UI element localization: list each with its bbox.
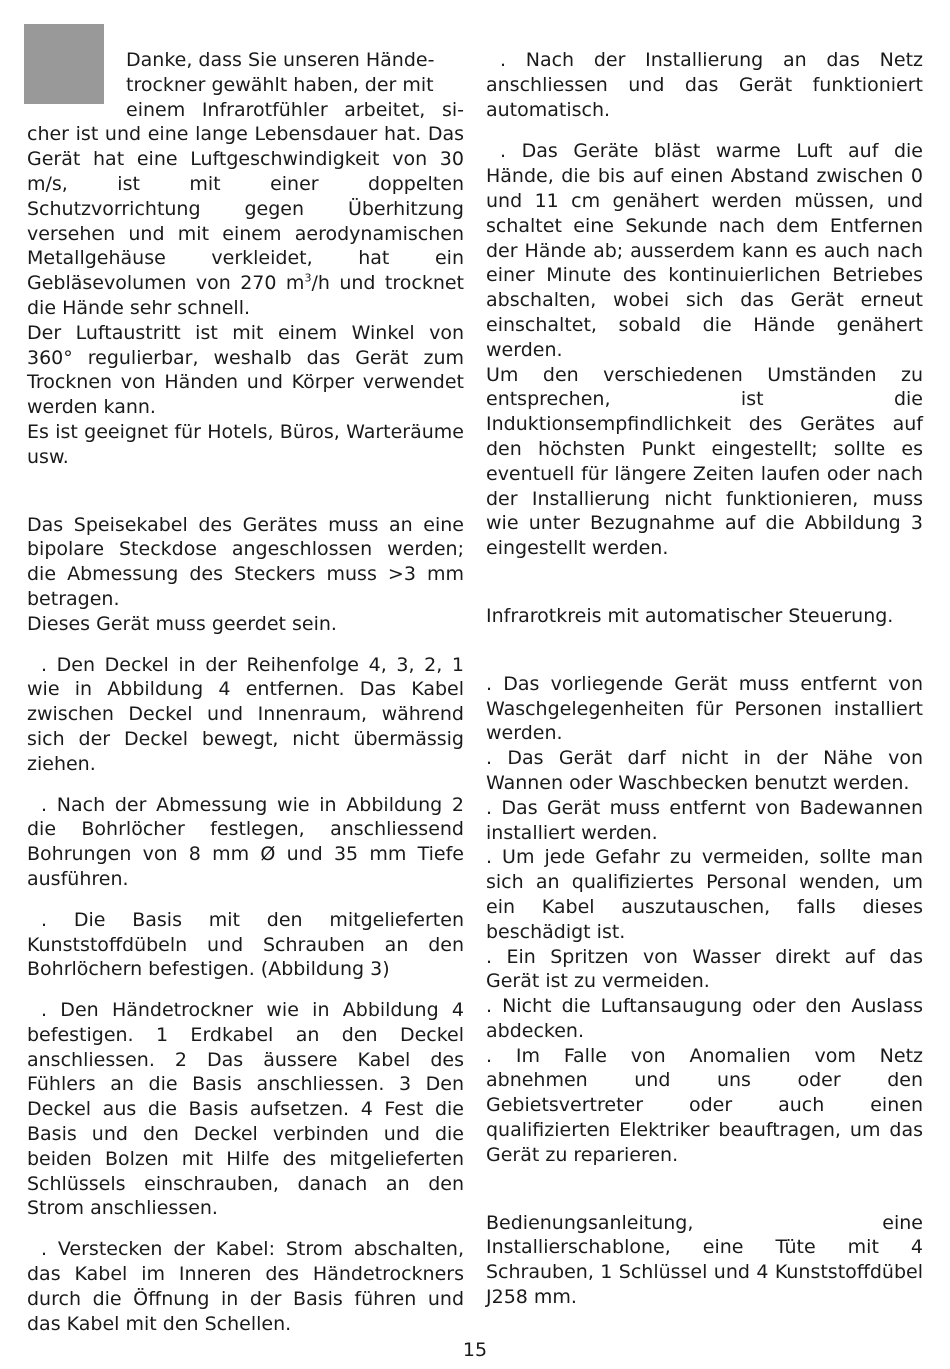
step-remove-cover: . Den Deckel in der Reihenfolge 4, 3, 2, 1 wie in Abbildung 4 entfernen. Das Kabel zwischen Deckel und Innenraum, während sich der Deckel bewegt, nicht übermässig ziehen. [27,653,464,775]
sensitivity-paragraph: Um den verschiedenen Umständen zu entsprechen, ist die Induktionsempfindlichkeit des Gerätes auf den höchsten Punkt eingestellt; sollte es eventuell für längere Zeiten laufen oder nach der Installierung nicht funktionieren, muss wie unter Bezugnahme auf die Abbildung 3 eingestellt werden. [486,363,923,560]
step-fix-base: . Die Basis mit den mitgelieferten Kunststoffdübeln und Schrauben an den Bohrlöchern befestigen. (Abbildung 3) [27,908,464,981]
right-column [486,48,923,1310]
step-drill-holes: . Nach der Abmessung wie in Abbildung 2 die Bohrlöcher festlegen, anschliessend Bohrungen von 8 mm Ø und 35 mm Tiefe ausführen. [27,793,464,890]
warning-item: . Im Falle von Anomalien vom Netz abnehmen und uns oder den Gebietsvertreter oder auch einen qualifizierten Elektriker beauftragen, um das Gerät zu reparieren. [486,1044,923,1166]
intro-line-1: Danke, dass Sie unseren Hände- [126,49,435,71]
warning-item: . Das vorliegende Gerät muss entfernt von Waschgelegenheiten für Personen installiert werden. [486,672,923,745]
warning-item: . Das Gerät darf nicht in der Nähe von Wannen oder Waschbecken benutzt werden. [486,747,923,794]
intro-text: cher ist und eine lange Lebensdauer hat. Das Gerät hat eine Luftgeschwindigkeit von 30 m/s, ist mit einer doppelten Schutzvorrichtung gegen Überhitzung versehen und mit einem aerodynamischen Metallgehäuse verkleidet, hat ein Gebläsevolumen von 270 m [27,123,464,295]
circuit-paragraph: Infrarotkreis mit automatischer Steuerung. [486,604,894,627]
power-cable-paragraph: Das Speisekabel des Gerätes muss an eine bipolare Steckdose angeschlossen werden; die Abmessung des Steckers muss >3 mm betragen. [27,513,464,610]
after-install-paragraph: . Nach der Installierung an das Netz anschliessen und das Gerät funktioniert automatisch. [486,49,923,121]
grey-square-logo [24,24,104,104]
earthing-paragraph: Dieses Gerät muss geerdet sein. [27,612,337,635]
page-number: 15 [462,1339,488,1361]
warning-item: . Ein Spritzen von Wasser direkt auf das Gerät ist zu vermeiden. [486,945,923,993]
package-contents-paragraph: Bedienungsanleitung, eine Installierschablone, eine Tüte mit 4 Schrauben, 1 Schlüssel und 4 Kunststoffdübel J258 mm. [486,1211,923,1309]
warning-list [486,672,923,1168]
step-hide-cable: . Verstecken der Kabel: Strom abschalten, das Kabel im Inneren des Händetrockners durch die Öffnung in der Basis führen und das Kabel mit den Schellen. [27,1238,464,1335]
intro-end: /h und trocknet die Hände sehr schnell. [27,272,465,319]
warning-item: . Das Gerät muss entfernt von Badewannen installiert werden. [486,796,923,844]
warning-item: . Um jede Gefahr zu vermeiden, sollte man sich an qualifiziertes Personal wenden, um ein Kabel auszutauschen, falls dieses beschädigt ist. [486,846,923,943]
cubic-superscript: 3 [304,271,312,285]
intro-line-3: einem Infrarotfühler arbeitet, si- [126,98,464,121]
intro-paragraph [27,48,464,321]
air-outlet-paragraph: Der Luftaustritt ist mit einem Winkel von 360° regulierbar, weshalb das Gerät zum Trocknen von Händen und Körper verwendet werden kann. [27,321,464,419]
usage-paragraph: Es ist geeignet für Hotels, Büros, Warteräume usw. [27,420,464,468]
intro-line-2: trockner gewählt haben, der mit [126,73,434,96]
step-mount-dryer: . Den Händetrockner wie in Abbildung 4 befestigen. 1 Erdkabel an den Deckel anschliessen. 2 Das äussere Kabel des Fühlers an die Basis anschliessen. 3 Den Deckel aus die Basis aufsetzen. 4 Fest die Basis und den Deckel verbinden und die beiden Bolzen mit Hilfe des mitgelieferten Schlüssels einschrauben, danach an den Strom anschliessen. [27,999,464,1220]
left-column [27,48,464,1336]
warning-item: . Nicht die Luftansaugung oder den Auslass abdecken. [486,995,923,1042]
warm-air-paragraph: . Das Geräte bläst warme Luft auf die Hände, die bis auf einen Abstand zwischen 0 und 11 cm genähert werden müssen, und schaltet eine Sekunde nach dem Entfernen der Hände ab; ausserdem kann es auch nach einer Minute des kontinuierlichen Betriebes abschalten, wobei sich das Gerät erneut einschaltet, sobald die Hände genähert werden. [486,140,923,361]
